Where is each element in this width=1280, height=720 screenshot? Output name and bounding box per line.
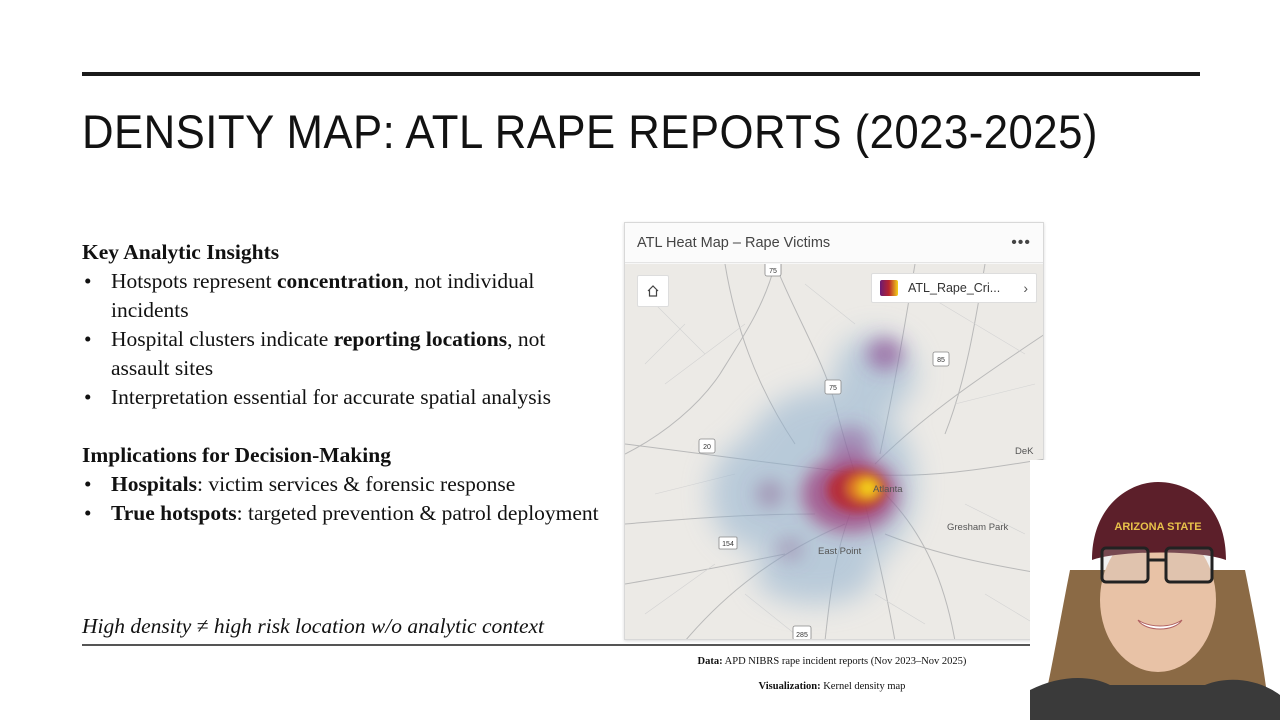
cap-logo: ARIZONA STATE [1114,521,1202,533]
implication-item: • True hotspots: targeted prevention & patrol deployment [82,499,602,528]
svg-text:285: 285 [796,632,808,639]
insight-item: • Hotspots represent concentration, not individual incidents [82,267,602,325]
presenter-video [1030,460,1280,720]
implications-list [82,470,602,528]
visualization-note: Visualization: Kernel density map [758,681,906,692]
insights-heading: Key Analytic Insights [82,240,280,264]
highway-shield-75-mid [825,380,841,394]
implications-heading: Implications for Decision-Making [82,443,391,467]
map-label-east-point: East Point [818,546,862,557]
slide-title: DENSITY MAP: ATL RAPE REPORTS (2023-2025) [82,105,1098,158]
insights-panel [82,238,602,528]
chevron-right-icon: › [1023,280,1028,296]
insight-item: • Interpretation essential for accurate spatial analysis [82,383,602,412]
more-horizontal-icon[interactable]: ••• [1011,233,1031,251]
data-source-note: Data: APD NIBRS rape incident reports (Nov 2023–Nov 2025) [697,656,967,667]
svg-text:75: 75 [769,268,777,275]
top-rule [82,72,1200,76]
legend-layer-button[interactable] [871,273,1037,303]
highway-shield-20 [699,439,715,453]
svg-text:75: 75 [829,385,837,392]
heat-map[interactable] [625,264,1044,640]
heat-map-card [624,222,1044,640]
map-label-gresham-park: Gresham Park [947,522,1009,533]
map-label-dek: DeK [1015,446,1034,457]
svg-text:85: 85 [937,357,945,364]
slide-caption: High density ≠ high risk location w/o analytic context [82,614,545,638]
map-label-atlanta: Atlanta [873,484,903,495]
source-notes [622,655,1042,694]
insights-list [82,267,602,412]
highway-shield-285 [793,626,811,640]
implication-item: • Hospitals: victim services & forensic response [82,470,602,499]
highway-shield-85 [933,352,949,366]
legend-swatch [880,280,898,296]
insight-item: • Hospital clusters indicate reporting locations, not assault sites [82,325,602,383]
svg-text:20: 20 [703,444,711,451]
svg-text:154: 154 [722,541,734,548]
highway-shield-75-top [765,264,781,276]
legend-label: ATL_Rape_Cri... [908,281,1001,295]
highway-shield-154 [719,537,737,549]
card-title: ATL Heat Map – Rape Victims [637,234,831,251]
home-icon[interactable] [637,275,669,307]
card-header [625,223,1043,263]
